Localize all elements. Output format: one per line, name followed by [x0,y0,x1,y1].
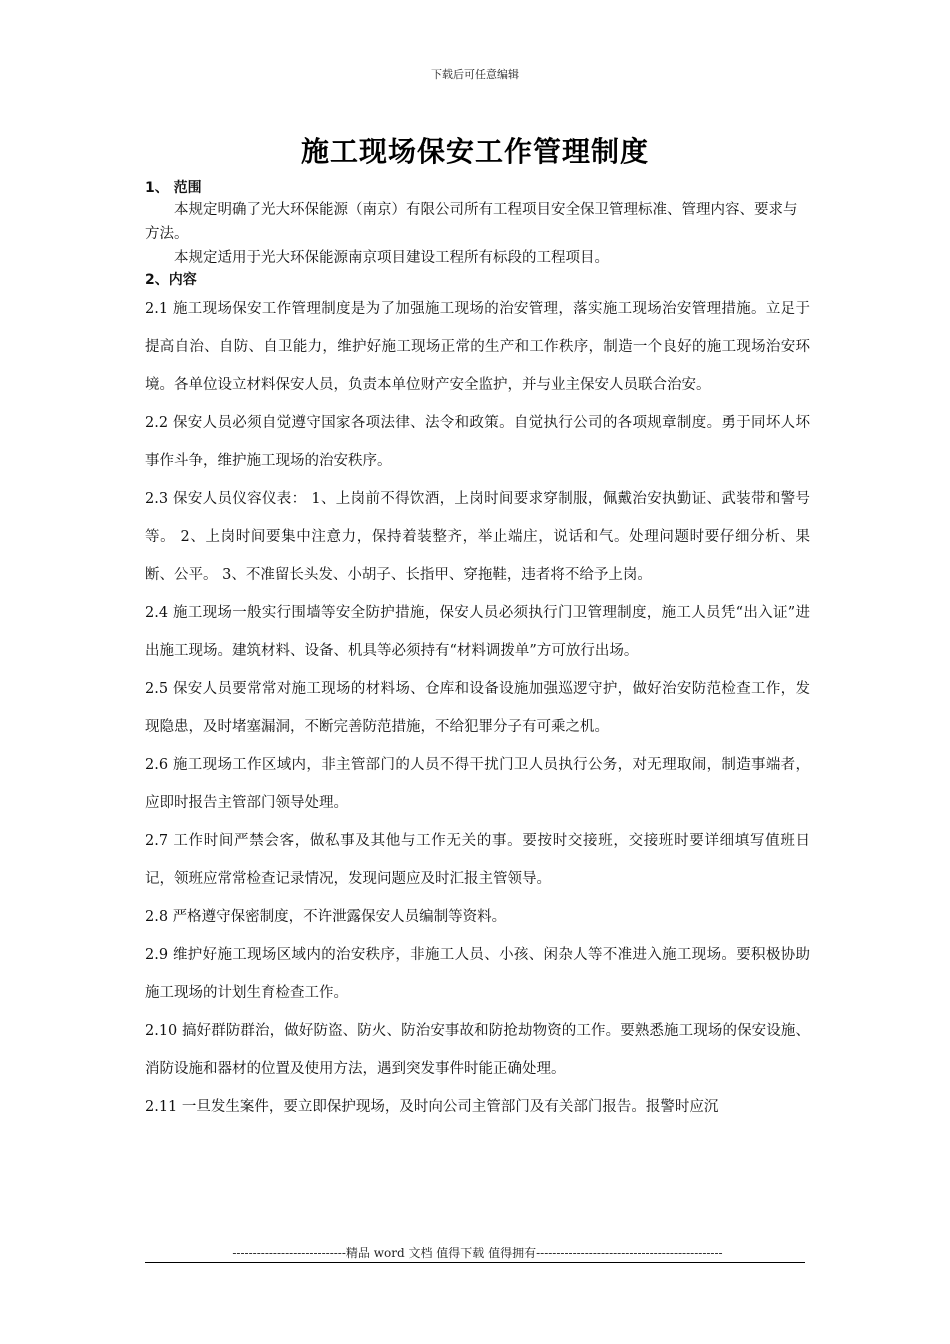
header-note: 下载后可任意编辑 [431,68,519,81]
clause-2-5: 2.5 保安人员要常常对施工现场的材料场、仓库和设备设施加强巡逻守护，做好治安防范检查工作，发现隐患，及时堵塞漏洞，不断完善防范措施，不给犯罪分子有可乘之机。 [145,681,810,735]
clause-2-11: 2.11 一旦发生案件，要立即保护现场，及时向公司主管部门及有关部门报告。报警时应沉 [145,1099,719,1115]
clause-2-3: 2.3 保安人员仪容仪表： 1、上岗前不得饮酒，上岗时间要求穿制服，佩戴治安执勤证、武装带和警号等。 2、上岗时间要集中注意力，保持着装整齐，举止端庄，说话和气。处理问题时要仔细分析、果断、公平。 3、不准留长头发、小胡子、长指甲、穿拖鞋，违者将不给予上岗。 [145,491,810,583]
footer-divider [145,1262,805,1263]
clause-2-1: 2.1 施工现场保安工作管理制度是为了加强施工现场的治安管理，落实施工现场治安管理措施。立足于提高自治、自防、自卫能力，维护好施工现场正常的生产和工作秩序，制造一个良好的施工现场治安环境。各单位设立材料保安人员，负责本单位财产安全监护，并与业主保安人员联合治安。 [145,301,810,393]
clause-2-4: 2.4 施工现场一般实行围墙等安全防护措施，保安人员必须执行门卫管理制度，施工人员凭“出入证”进出施工现场。建筑材料、设备、机具等必须持有“材料调拨单”方可放行出场。 [145,605,810,659]
section-1-paragraph-1: 本规定明确了光大环保能源（南京）有限公司所有工程项目安全保卫管理标准、管理内容、要求与方法。 [145,202,798,242]
clause-2-6: 2.6 施工现场工作区域内，非主管部门的人员不得干扰门卫人员执行公务，对无理取闹，制造事端者，应即时报告主管部门领导处理。 [145,757,810,811]
section-2-heading: 2、内容 [145,272,197,288]
footer-note: ----------------------------精品 word 文档 值得下载 值得拥有---------------------------------------------- [232,1246,723,1260]
section-1-paragraph-2: 本规定适用于光大环保能源南京项目建设工程所有标段的工程项目。 [174,250,609,266]
page-title: 施工现场保安工作管理制度 [300,135,649,168]
section-1-heading: 1、 范围 [145,180,202,196]
clause-2-10: 2.10 搞好群防群治，做好防盗、防火、防治安事故和防抢劫物资的工作。要熟悉施工现场的保安设施、消防设施和器材的位置及使用方法，遇到突发事件时能正确处理。 [145,1023,810,1077]
clause-2-7: 2.7 工作时间严禁会客，做私事及其他与工作无关的事。要按时交接班，交接班时要详细填写值班日记，领班应常常检查记录情况，发现问题应及时汇报主管领导。 [145,833,810,887]
clause-2-2: 2.2 保安人员必须自觉遵守国家各项法律、法令和政策。自觉执行公司的各项规章制度。勇于同坏人坏事作斗争，维护施工现场的治安秩序。 [145,415,810,469]
document-body [145,178,810,1126]
clause-2-8: 2.8 严格遵守保密制度，不许泄露保安人员编制等资料。 [145,909,507,925]
clause-2-9: 2.9 维护好施工现场区域内的治安秩序，非施工人员、小孩、闲杂人等不准进入施工现场。要积极协助施工现场的计划生育检查工作。 [145,947,810,1001]
